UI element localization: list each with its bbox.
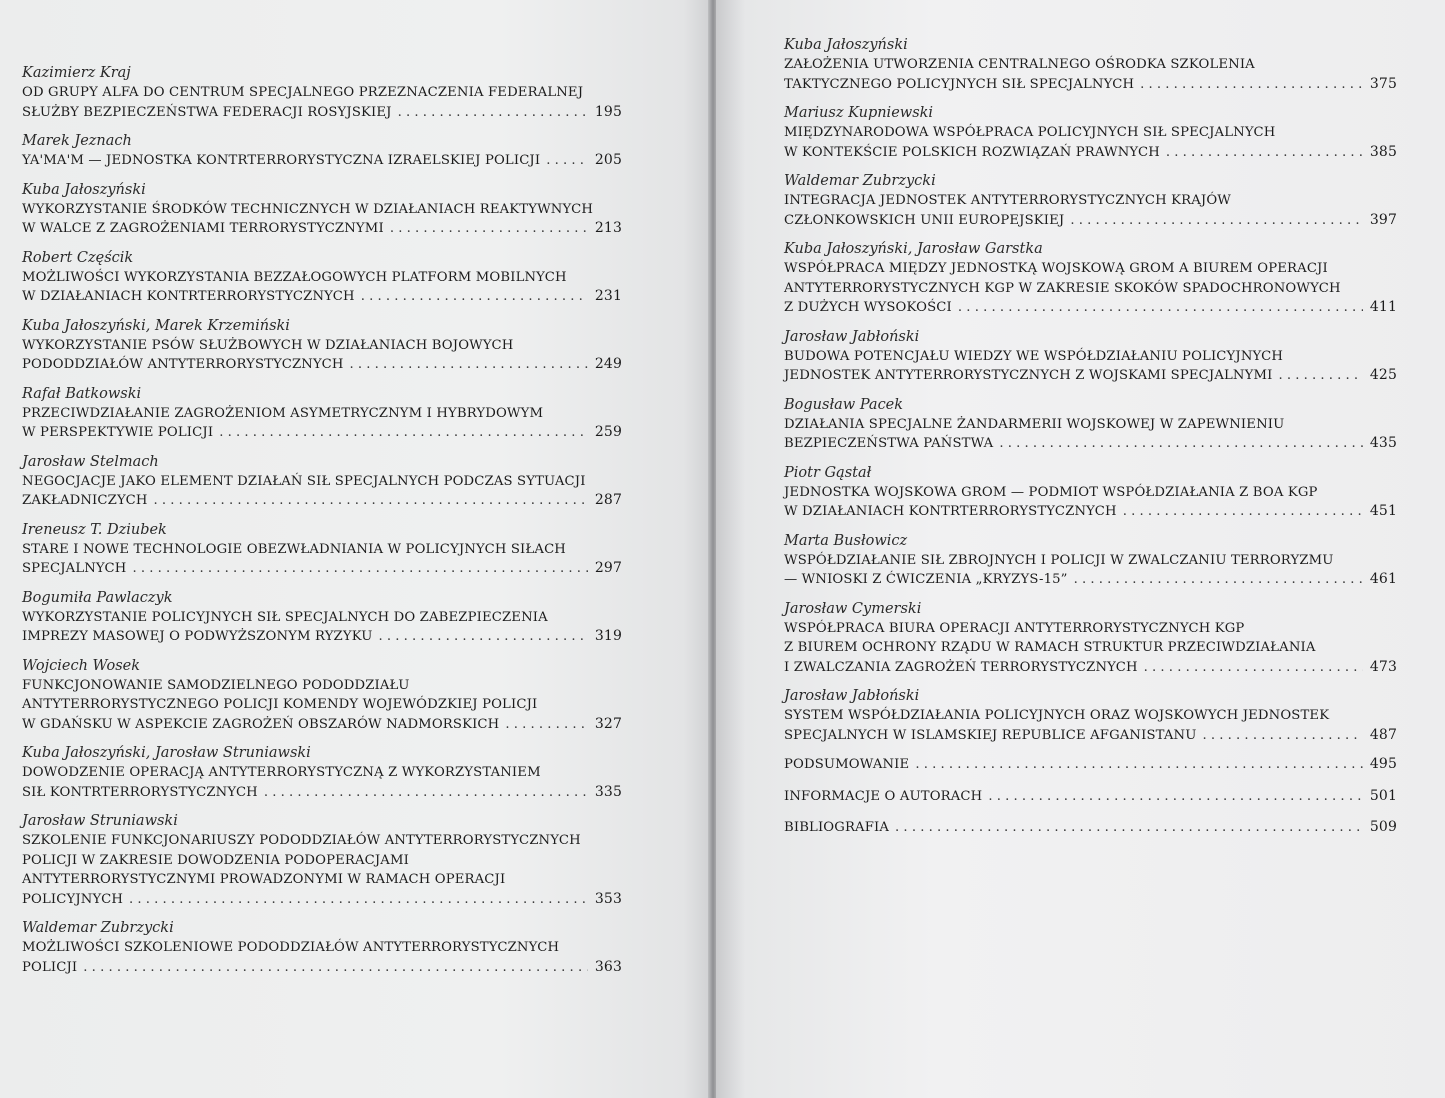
- toc-author: Jarosław Struniawski: [22, 813, 178, 829]
- page-number: 385: [1369, 143, 1397, 160]
- toc-title-line: W GDAŃSKU W ASPEKCIE ZAGROŻEŃ OBSZARÓW NADMORSKICH: [22, 716, 500, 732]
- toc-entry: [22, 744, 622, 802]
- dot-leader: [264, 783, 588, 803]
- toc-title-line: I ZWALCZANIA ZAGROŻEŃ TERRORYSTYCZNYCH: [784, 659, 1138, 675]
- toc-entry: [22, 919, 622, 977]
- toc-title-last-line: [22, 627, 622, 647]
- right-page: [716, 0, 1445, 1098]
- toc-title: [22, 676, 622, 735]
- toc-title-last-line: [784, 211, 1397, 231]
- toc-entry: [22, 812, 622, 909]
- toc-title-line: BUDOWA POTENCJAŁU WIEDZY WE WSPÓŁDZIAŁANIU POLICYJNYCH: [784, 348, 1284, 364]
- toc-entry: [784, 104, 1397, 162]
- toc-entry: [22, 521, 622, 579]
- toc-title-line: WYKORZYSTANIE POLICYJNYCH SIŁ SPECJALNYCH DO ZABEZPIECZENIA: [22, 609, 548, 625]
- toc-title-line: W WALCE Z ZAGROŻENIAMI TERRORYSTYCZNYMI: [22, 221, 384, 236]
- toc-title-line: DZIAŁANIA SPECJALNE ŻANDARMERII WOJSKOWEJ W ZAPEWNIENIU: [784, 416, 1285, 432]
- toc-title-last-line: [22, 559, 622, 579]
- toc-title-line: IMPREZY MASOWEJ O PODWYŻSZONYM RYZYKU: [22, 629, 373, 644]
- dot-leader: [1203, 726, 1363, 746]
- dot-leader: [1123, 502, 1363, 522]
- dot-leader: [83, 958, 588, 978]
- page-number: 297: [594, 560, 622, 576]
- toc-title-line: SZKOLENIE FUNKCJONARIUSZY PODODDZIAŁÓW ANTYTERRORYSTYCZNYCH: [22, 833, 581, 848]
- toc-author: Jarosław Jabłoński: [784, 328, 920, 345]
- page-number: 509: [1369, 819, 1397, 835]
- toc-title-line: MOŻLIWOŚCI SZKOLENIOWE PODODDZIAŁÓW ANTYTERRORYSTYCZNYCH: [22, 940, 560, 955]
- dot-leader: [219, 423, 588, 443]
- toc-author: Marta Busłowicz: [784, 532, 908, 549]
- toc-author: Waldemar Zubrzycki: [784, 173, 936, 189]
- toc-author: Ireneusz T. Dziubek: [22, 521, 167, 538]
- toc-title-line: WYKORZYSTANIE PSÓW SŁUŻBOWYCH W DZIAŁANIACH BOJOWYCH: [22, 337, 514, 353]
- dot-leader: [1278, 366, 1363, 386]
- toc-entry: [784, 172, 1397, 230]
- page-number: 195: [594, 103, 622, 120]
- toc-title-line: WYKORZYSTANIE ŚRODKÓW TECHNICZNYCH W DZIAŁANIACH REAKTYWNYCH: [22, 201, 593, 217]
- toc-title: [22, 151, 622, 171]
- toc-author: Piotr Gąstał: [784, 464, 872, 481]
- toc-entry: [22, 181, 622, 239]
- toc-title-line: ANTYTERRORYSTYCZNEGO POLICJI KOMENDY WOJEWÓDZKIEJ POLICJI: [22, 697, 538, 712]
- toc-title: [784, 347, 1397, 386]
- toc-title: [784, 619, 1397, 678]
- toc-title-line: ANTYTERRORYSTYCZNYCH KGP W ZAKRESIE SKOKÓW SPADOCHRONOWYCH: [784, 280, 1341, 296]
- page-number: 411: [1369, 299, 1397, 315]
- page-number: 375: [1369, 75, 1397, 92]
- dot-leader: [1144, 658, 1363, 678]
- toc-title-line: PODODDZIAŁÓW ANTYTERRORYSTYCZNYCH: [22, 357, 344, 372]
- toc-entry: [784, 787, 1397, 807]
- dot-leader: [398, 103, 588, 123]
- dot-leader: [153, 491, 588, 511]
- toc-author: Rafał Batkowski: [22, 385, 142, 402]
- page-number: 501: [1369, 787, 1397, 804]
- toc-title-last-line: [22, 491, 622, 511]
- toc-author: Kuba Jałoszyński, Jarosław Garstka: [784, 241, 1043, 257]
- toc-title-last-line: [784, 570, 1397, 590]
- toc-title: [22, 200, 622, 239]
- toc-title-last-line: [784, 298, 1397, 318]
- toc-title: [784, 55, 1397, 94]
- page-number: 353: [594, 890, 622, 907]
- toc-title-line: OD GRUPY ALFA DO CENTRUM SPECJALNEGO PRZEZNACZENIA FEDERALNEJ: [22, 85, 584, 100]
- toc-author: Robert Częścik: [22, 249, 134, 266]
- toc-title-line: WSPÓŁPRACA BIURA OPERACJI ANTYTERRORYSTYCZNYCH KGP: [784, 620, 1245, 636]
- toc-title: [784, 551, 1397, 590]
- dot-leader: [546, 151, 588, 171]
- toc-author: Mariusz Kupniewski: [784, 105, 934, 121]
- toc-entry: [784, 240, 1397, 318]
- toc-title-line: ZAŁOŻENIA UTWORZENIA CENTRALNEGO OŚRODKA SZKOLENIA: [784, 57, 1255, 72]
- toc-author: Kuba Jałoszyński, Jarosław Struniawski: [22, 745, 311, 761]
- page-number: 461: [1369, 571, 1397, 587]
- toc-title: [784, 787, 1397, 807]
- toc-author: Kuba Jałoszyński: [22, 181, 146, 198]
- toc-author: Jarosław Cymerski: [784, 600, 922, 617]
- toc-entry: [22, 657, 622, 735]
- toc-title-last-line: [784, 366, 1397, 386]
- page-number: 397: [1369, 211, 1397, 228]
- toc-title-last-line: [22, 783, 622, 803]
- right-toc-list: [784, 36, 1397, 745]
- toc-title-last-line: [784, 726, 1397, 746]
- toc-title-line: JEDNOSTKA WOJSKOWA GROM — PODMIOT WSPÓŁDZIAŁANIA Z BOA KGP: [784, 484, 1318, 500]
- toc-entry: [784, 464, 1397, 522]
- toc-title-last-line: [784, 143, 1397, 163]
- toc-entry: [784, 328, 1397, 386]
- dot-leader: [350, 355, 589, 375]
- page-number: 205: [594, 152, 622, 168]
- dot-leader: [988, 787, 1363, 807]
- toc-title-last-line: [784, 818, 1397, 838]
- toc-entry: [784, 532, 1397, 590]
- toc-title: [22, 83, 622, 122]
- toc-title: [784, 415, 1397, 454]
- toc-title-last-line: [784, 502, 1397, 522]
- left-page: [0, 0, 712, 1098]
- toc-title: [784, 259, 1397, 318]
- dot-leader: [999, 434, 1363, 454]
- dot-leader: [1070, 211, 1363, 231]
- toc-title-line: W KONTEKŚCIE POLSKICH ROZWIĄZAŃ PRAWNYCH: [784, 144, 1160, 160]
- page-number: 435: [1369, 435, 1397, 451]
- toc-title-line: W PERSPEKTYWIE POLICJI: [22, 425, 214, 440]
- toc-title-last-line: [22, 151, 622, 171]
- dot-leader: [129, 890, 588, 910]
- toc-title-line: BIBLIOGRAFIA: [784, 820, 890, 835]
- toc-title-line: JEDNOSTEK ANTYTERRORYSTYCZNYCH Z WOJSKAMI SPECJALNYMI: [784, 368, 1273, 383]
- toc-title-last-line: [784, 658, 1397, 678]
- page-number: 327: [594, 715, 622, 732]
- toc-entry: [22, 132, 622, 171]
- toc-title-line: ANTYTERRORYSTYCZNYMI PROWADZONYMI W RAMACH OPERACJI: [22, 872, 506, 887]
- dot-leader: [132, 559, 588, 579]
- page-number: 473: [1369, 658, 1397, 675]
- toc-title-last-line: [22, 355, 622, 375]
- toc-title-line: CZŁONKOWSKICH UNII EUROPEJSKIEJ: [784, 212, 1065, 228]
- page-number: 495: [1369, 756, 1397, 772]
- page-number: 249: [594, 356, 622, 372]
- toc-title-line: SIŁ KONTRTERRORYSTYCZNYCH: [22, 784, 258, 800]
- toc-title-last-line: [784, 787, 1397, 807]
- toc-author: Bogumiła Pawlaczyk: [22, 589, 173, 606]
- toc-title-last-line: [22, 103, 622, 123]
- page-number: 425: [1369, 367, 1397, 383]
- toc-title-line: Z DUŻYCH WYSOKOŚCI: [784, 300, 952, 315]
- toc-entry: [22, 317, 622, 375]
- toc-title: [22, 404, 622, 443]
- toc-title-line: SPECJALNYCH W ISLAMSKIEJ REPUBLICE AFGANISTANU: [784, 727, 1197, 743]
- toc-title-line: PRZECIWDZIAŁANIE ZAGROŻENIOM ASYMETRYCZNYM I HYBRYDOWYM: [22, 405, 544, 421]
- toc-author: Wojciech Wosek: [22, 657, 141, 674]
- dot-leader: [390, 219, 588, 239]
- toc-title-line: MIĘDZYNARODOWA WSPÓŁPRACA POLICYJNYCH SIŁ SPECJALNYCH: [784, 125, 1276, 140]
- toc-title-line: — WNIOSKI Z ĆWICZENIA „KRYZYS-15”: [784, 572, 1068, 587]
- toc-title-line: PODSUMOWANIE: [784, 757, 910, 772]
- page-number: 487: [1369, 726, 1397, 743]
- toc-title-last-line: [22, 890, 622, 910]
- toc-title: [784, 483, 1397, 522]
- toc-title-line: SPECJALNYCH: [22, 561, 127, 576]
- page-number: 363: [594, 958, 622, 975]
- toc-title: [22, 831, 622, 909]
- toc-title-line: W DZIAŁANIACH KONTRTERRORYSTYCZNYCH: [22, 289, 355, 304]
- toc-author: Bogusław Pacek: [784, 396, 904, 413]
- dot-leader: [379, 627, 588, 647]
- toc-entry: [784, 755, 1397, 775]
- page-number: 319: [594, 628, 622, 644]
- dot-leader: [361, 287, 588, 307]
- dot-leader: [1074, 570, 1363, 590]
- dot-leader: [958, 298, 1363, 318]
- toc-title-line: MOŻLIWOŚCI WYKORZYSTANIA BEZZAŁOGOWYCH PLATFORM MOBILNYCH: [22, 269, 567, 285]
- toc-title-last-line: [22, 287, 622, 307]
- toc-title-line: SYSTEM WSPÓŁDZIAŁANIA POLICYJNYCH ORAZ WOJSKOWYCH JEDNOSTEK: [784, 708, 1330, 723]
- toc-title-line: POLICJI W ZAKRESIE DOWODZENIA PODOPERACJAMI: [22, 852, 409, 868]
- toc-title: [22, 938, 622, 977]
- toc-title-last-line: [784, 75, 1397, 95]
- page-number: 259: [594, 424, 622, 440]
- toc-title-line: INTEGRACJA JEDNOSTEK ANTYTERRORYSTYCZNYCH KRAJÓW: [784, 193, 1231, 208]
- dot-leader: [1166, 143, 1363, 163]
- toc-author: Kazimierz Kraj: [22, 65, 131, 81]
- toc-entry: [22, 249, 622, 307]
- toc-author: Kuba Jałoszyński, Marek Krzemiński: [22, 317, 290, 334]
- toc-entry: [784, 396, 1397, 454]
- page-number: 213: [594, 220, 622, 236]
- dot-leader: [1140, 75, 1363, 95]
- dot-leader: [505, 715, 588, 735]
- toc-title: [784, 706, 1397, 745]
- toc-entry: [22, 453, 622, 511]
- toc-title-line: POLICYJNYCH: [22, 891, 123, 907]
- toc-entry: [22, 385, 622, 443]
- toc-title-line: DOWODZENIE OPERACJĄ ANTYTERRORYSTYCZNĄ Z WYKORZYSTANIEM: [22, 765, 541, 780]
- toc-title-line: W DZIAŁANIACH KONTRTERRORYSTYCZNYCH: [784, 504, 1117, 519]
- toc-entry: [784, 818, 1397, 838]
- toc-title: [784, 755, 1397, 775]
- toc-entry: [22, 589, 622, 647]
- toc-title-line: FUNKCJONOWANIE SAMODZIELNEGO PODODDZIAŁU: [22, 677, 410, 693]
- page-number: 287: [594, 492, 622, 508]
- page-number: 231: [594, 288, 622, 304]
- toc-title: [22, 268, 622, 307]
- back-matter-list: [784, 755, 1397, 838]
- toc-title-line: INFORMACJE O AUTORACH: [784, 788, 983, 804]
- toc-title-last-line: [784, 755, 1397, 775]
- dot-leader: [915, 755, 1363, 775]
- toc-title-line: NEGOCJACJE JAKO ELEMENT DZIAŁAŃ SIŁ SPECJALNYCH PODCZAS SYTUACJI: [22, 473, 586, 489]
- toc-entry: [784, 36, 1397, 94]
- toc-title: [22, 763, 622, 802]
- toc-author: Kuba Jałoszyński: [784, 37, 908, 53]
- toc-title-line: BEZPIECZEŃSTWA PAŃSTWA: [784, 436, 994, 451]
- page-number: 451: [1369, 503, 1397, 519]
- toc-title-last-line: [22, 715, 622, 735]
- toc-title-line: ZAKŁADNICZYCH: [22, 493, 148, 508]
- toc-title-line: SŁUŻBY BEZPIECZEŃSTWA FEDERACJI ROSYJSKIEJ: [22, 104, 392, 120]
- toc-title-last-line: [22, 219, 622, 239]
- toc-title: [22, 472, 622, 511]
- toc-title-last-line: [784, 434, 1397, 454]
- toc-title: [784, 191, 1397, 230]
- toc-title-last-line: [22, 958, 622, 978]
- toc-title: [784, 818, 1397, 838]
- toc-author: Marek Jeznach: [22, 133, 132, 149]
- toc-author: Jarosław Jabłoński: [784, 688, 920, 704]
- toc-author: Jarosław Stelmach: [22, 453, 159, 470]
- toc-title-line: WSPÓŁDZIAŁANIE SIŁ ZBROJNYCH I POLICJI W ZWALCZANIU TERRORYZMU: [784, 552, 1334, 568]
- toc-title-line: POLICJI: [22, 959, 78, 975]
- toc-author: Waldemar Zubrzycki: [22, 920, 174, 936]
- toc-entry: [784, 687, 1397, 745]
- toc-title-line: Z BIUREM OCHRONY RZĄDU W RAMACH STRUKTUR PRZECIWDZIAŁANIA: [784, 640, 1316, 655]
- toc-entry: [22, 64, 622, 122]
- dot-leader: [895, 818, 1363, 838]
- toc-title: [22, 336, 622, 375]
- toc-title: [22, 608, 622, 647]
- toc-entry: [784, 600, 1397, 678]
- toc-title-last-line: [22, 423, 622, 443]
- toc-title-line: STARE I NOWE TECHNOLOGIE OBEZWŁADNIANIA W POLICYJNYCH SIŁACH: [22, 541, 566, 557]
- toc-title: [22, 540, 622, 579]
- left-toc-list: [22, 64, 622, 977]
- page-number: 335: [594, 783, 622, 800]
- toc-title-line: YA'MA'M — JEDNOSTKA KONTRTERRORYSTYCZNA IZRAELSKIEJ POLICJI: [22, 153, 541, 168]
- toc-title-line: TAKTYCZNEGO POLICYJNYCH SIŁ SPECJALNYCH: [784, 76, 1135, 92]
- toc-title: [784, 123, 1397, 162]
- toc-title-line: WSPÓŁPRACA MIĘDZY JEDNOSTKĄ WOJSKOWĄ GROM A BIUREM OPERACJI: [784, 261, 1328, 276]
